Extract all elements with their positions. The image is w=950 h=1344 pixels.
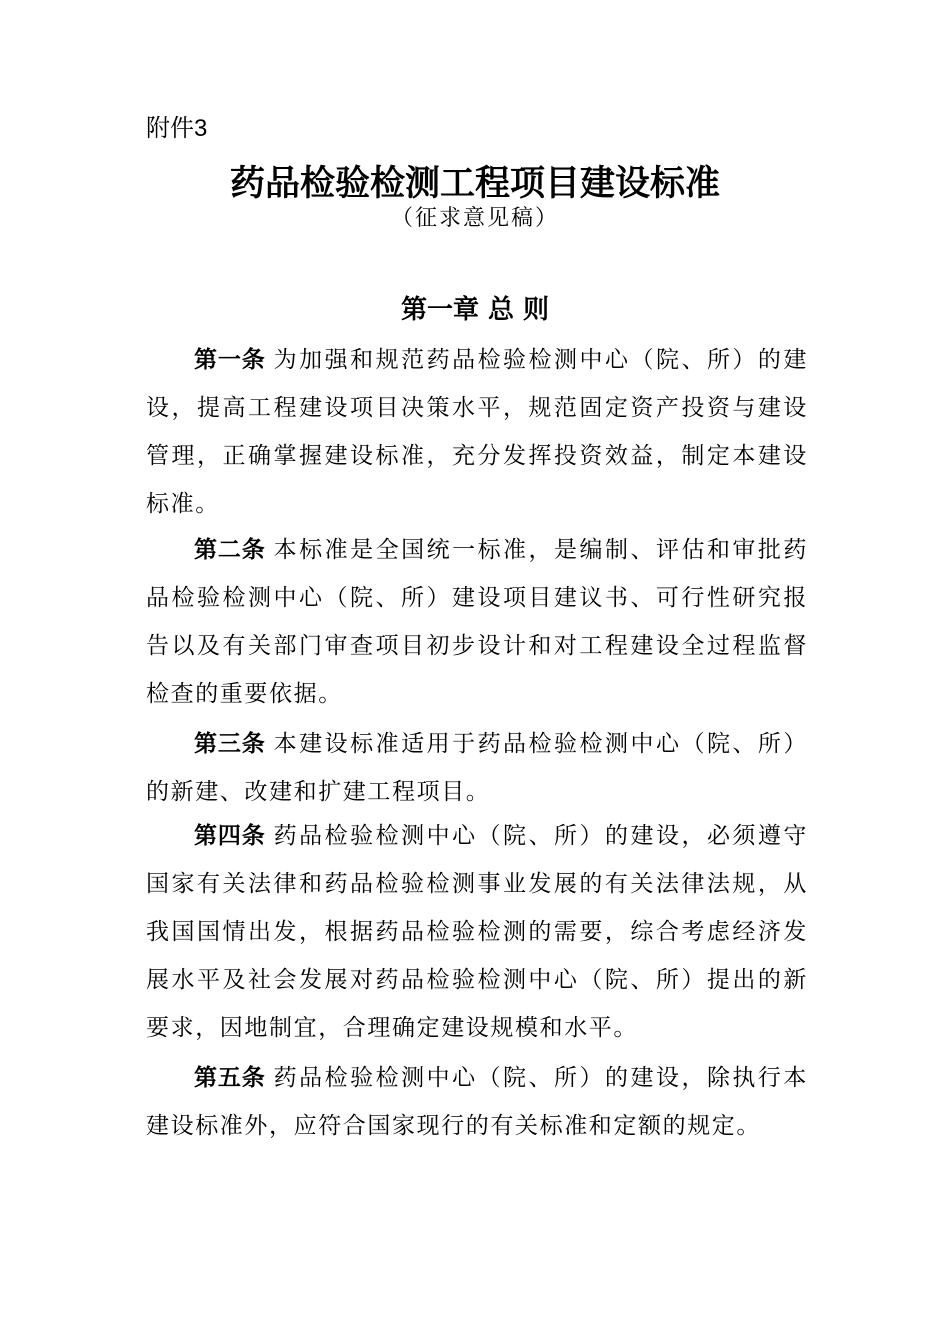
article-5	[146, 1054, 808, 1150]
article-label: 第二条	[194, 537, 266, 563]
article-1	[146, 336, 808, 528]
article-text: 药品检验检测中心（院、所）的建设，除执行本建设标准外，应符合国家现行的有关标准和定额的规定。	[146, 1065, 809, 1139]
attachment-label: 附件3	[146, 115, 208, 142]
article-text: 为加强和规范药品检验检测中心（院、所）的建设，提高工程建设项目决策水平，规范固定资产投资与建设管理，正确掌握建设标准，充分发挥投资效益，制定本建设标准。	[146, 347, 809, 517]
article-text: 药品检验检测中心（院、所）的建设，必须遵守国家有关法律和药品检验检测事业发展的有关法律法规，从我国国情出发，根据药品检验检测的需要，综合考虑经济发展水平及社会发展对药品检验检测中心（院、所）提出的新要求，因地制宜，合理确定建设规模和水平。	[146, 823, 809, 1041]
article-4	[146, 812, 808, 1052]
article-text: 本标准是全国统一标准，是编制、评估和审批药品检验检测中心（院、所）建设项目建议书、可行性研究报告以及有关部门审查项目初步设计和对工程建设全过程监督检查的重要依据。	[146, 537, 809, 707]
chapter-heading: 第一章 总 则	[400, 295, 550, 325]
article-text: 本建设标准适用于药品检验检测中心（院、所）的新建、改建和扩建工程项目。	[146, 731, 809, 805]
article-2	[146, 526, 808, 718]
article-label: 第三条	[194, 731, 266, 757]
article-3	[146, 720, 808, 816]
article-label: 第四条	[194, 823, 266, 849]
article-label: 第一条	[194, 347, 266, 373]
article-label: 第五条	[194, 1065, 266, 1091]
document-title: 药品检验检测工程项目建设标准	[229, 163, 720, 204]
document-subtitle: （征求意见稿）	[390, 206, 559, 231]
